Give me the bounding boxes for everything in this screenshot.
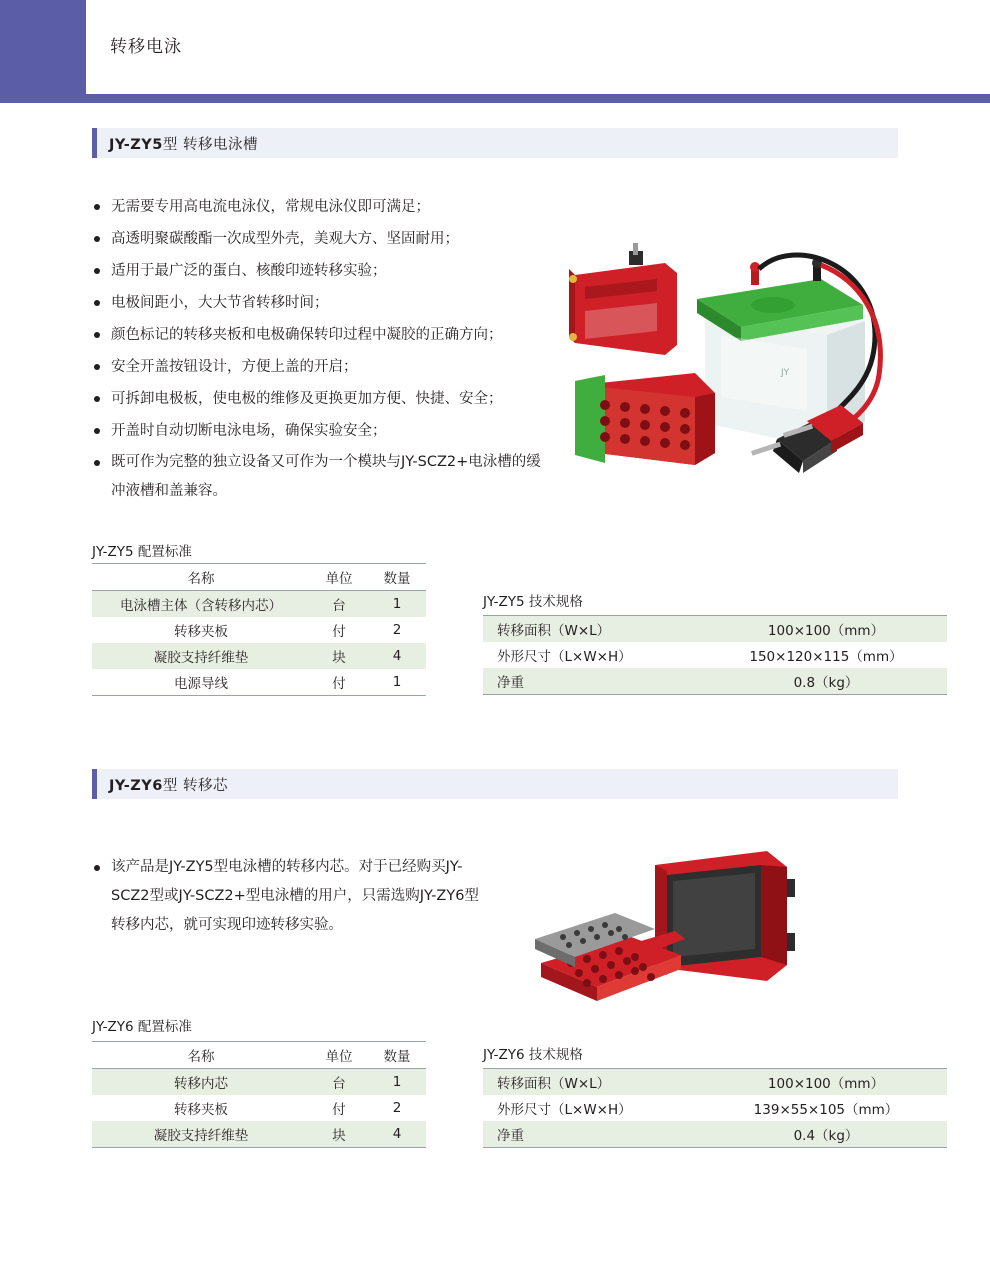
cell-name: 电源导线	[92, 669, 310, 696]
section-model-code-jy-zy5: JY-ZY5	[109, 136, 163, 153]
cell-qty: 1	[368, 669, 426, 696]
list-item: 可拆卸电极板，使电极的维修及更换更加方便、快捷、安全；	[92, 384, 547, 414]
cell-spec-name: 外形尺寸（L×W×H）	[497, 1102, 632, 1118]
list-item: 适用于最广泛的蛋白、核酸印迹转移实验；	[92, 256, 547, 286]
cell-unit: 块	[310, 643, 368, 669]
table-row	[483, 642, 947, 668]
list-item: 安全开盖按钮设计，方便上盖的开启；	[92, 352, 547, 382]
table-row	[92, 617, 426, 643]
tech-table-jy-zy5	[483, 615, 947, 695]
table-row	[92, 1069, 426, 1096]
cell-name: 凝胶支持纤维垫	[92, 1121, 310, 1148]
tech-caption-jy-zy6: JY-ZY6 技术规格	[483, 1047, 583, 1063]
section-title-bar-jy-zy6	[92, 769, 898, 799]
page-header	[0, 0, 990, 103]
config-caption-jy-zy5: JY-ZY5 配置标准	[92, 544, 192, 560]
cell-spec-value: 0.8（kg）	[705, 668, 947, 695]
section-model-code-jy-zy6: JY-ZY6	[109, 777, 163, 794]
list-item: 颜色标记的转移夹板和电极确保转印过程中凝胶的正确方向；	[92, 320, 547, 350]
table-row	[483, 1121, 947, 1148]
tech-caption-jy-zy5: JY-ZY5 技术规格	[483, 594, 583, 610]
cell-name: 转移夹板	[174, 1102, 228, 1118]
section-model-rest-jy-zy5: 型 转移电泳槽	[162, 136, 258, 153]
table-header-row	[92, 564, 426, 591]
list-item: 既可作为完整的独立设备又可作为一个模块与JY-SCZ2+电泳槽的缓冲液槽和盖兼容。	[92, 448, 547, 506]
column-header-unit: 单位	[310, 564, 368, 591]
cell-spec-name: 净重	[483, 1121, 705, 1148]
list-item: 电极间距小，大大节省转移时间；	[92, 288, 547, 318]
list-item: 该产品是JY-ZY5型电泳槽的转移内芯。对于已经购买JY-SCZ2型或JY-SCZ2+型电泳槽的用户，只需选购JY-ZY6型转移内芯，就可实现印迹转移实验。	[92, 853, 487, 940]
cell-name: 转移夹板	[174, 624, 228, 640]
table-row	[483, 1095, 947, 1121]
cell-spec-name: 净重	[483, 668, 705, 695]
cell-spec-value: 100×100（mm）	[705, 616, 947, 643]
section-model-rest-jy-zy6: 型 转移芯	[162, 777, 228, 794]
cell-unit: 块	[310, 1121, 368, 1148]
header-rule	[86, 94, 990, 103]
cell-qty: 1	[368, 1069, 426, 1096]
column-header-qty: 数量	[368, 1042, 426, 1069]
cell-unit: 台	[310, 591, 368, 618]
column-header-name: 名称	[92, 564, 310, 591]
cell-name: 电泳槽主体（含转移内芯）	[92, 591, 310, 618]
section-title-text-jy-zy6	[97, 774, 228, 795]
table-row	[92, 643, 426, 669]
table-row	[92, 1121, 426, 1148]
section-title-text-jy-zy5	[97, 133, 258, 154]
tech-table-jy-zy6	[483, 1068, 947, 1148]
config-table-jy-zy6	[92, 1041, 426, 1148]
jy-zy6-transfer-core-photo	[505, 845, 835, 1030]
cell-spec-value: 139×55×105（mm）	[753, 1102, 899, 1118]
list-item: 开盖时自动切断电泳电场，确保实验安全；	[92, 416, 547, 446]
list-item: 高透明聚碳酸酯一次成型外壳，美观大方、坚固耐用；	[92, 224, 547, 254]
cell-qty: 2	[392, 622, 402, 638]
table-row	[483, 1069, 947, 1096]
cell-qty: 4	[368, 1121, 426, 1148]
cell-unit: 付	[310, 669, 368, 696]
table-row	[92, 669, 426, 696]
column-header-unit: 单位	[310, 1042, 368, 1069]
table-header-row	[92, 1042, 426, 1069]
cell-name: 转移内芯	[92, 1069, 310, 1096]
cell-name: 凝胶支持纤维垫	[92, 643, 310, 669]
column-header-qty: 数量	[368, 564, 426, 591]
table-row	[483, 668, 947, 695]
page-title: 转移电泳	[110, 37, 182, 57]
section-title-bar-jy-zy5	[92, 128, 898, 158]
cell-spec-name: 外形尺寸（L×W×H）	[497, 649, 632, 665]
feature-list-jy-zy6	[92, 853, 487, 942]
cell-unit: 台	[310, 1069, 368, 1096]
svg-text:JY: JY	[781, 368, 790, 378]
config-caption-jy-zy6: JY-ZY6 配置标准	[92, 1019, 192, 1035]
cell-spec-value: 100×100（mm）	[705, 1069, 947, 1096]
header-accent-band	[0, 0, 86, 103]
cell-qty: 2	[392, 1100, 402, 1116]
list-item: 无需要专用高电流电泳仪，常规电泳仪即可满足；	[92, 192, 547, 222]
jy-zy5-transfer-tank-photo	[545, 225, 895, 490]
table-row	[92, 591, 426, 618]
column-header-name: 名称	[92, 1042, 310, 1069]
config-table-jy-zy5	[92, 563, 426, 696]
cell-unit: 付	[332, 624, 346, 640]
table-row	[483, 616, 947, 643]
cell-spec-name: 转移面积（W×L）	[483, 1069, 705, 1096]
cell-spec-value: 0.4（kg）	[705, 1121, 947, 1148]
feature-list-jy-zy5	[92, 192, 547, 508]
cell-qty: 1	[368, 591, 426, 618]
cell-unit: 付	[332, 1102, 346, 1118]
cell-qty: 4	[368, 643, 426, 669]
cell-spec-name: 转移面积（W×L）	[483, 616, 705, 643]
table-row	[92, 1095, 426, 1121]
cell-spec-value: 150×120×115（mm）	[749, 649, 903, 665]
